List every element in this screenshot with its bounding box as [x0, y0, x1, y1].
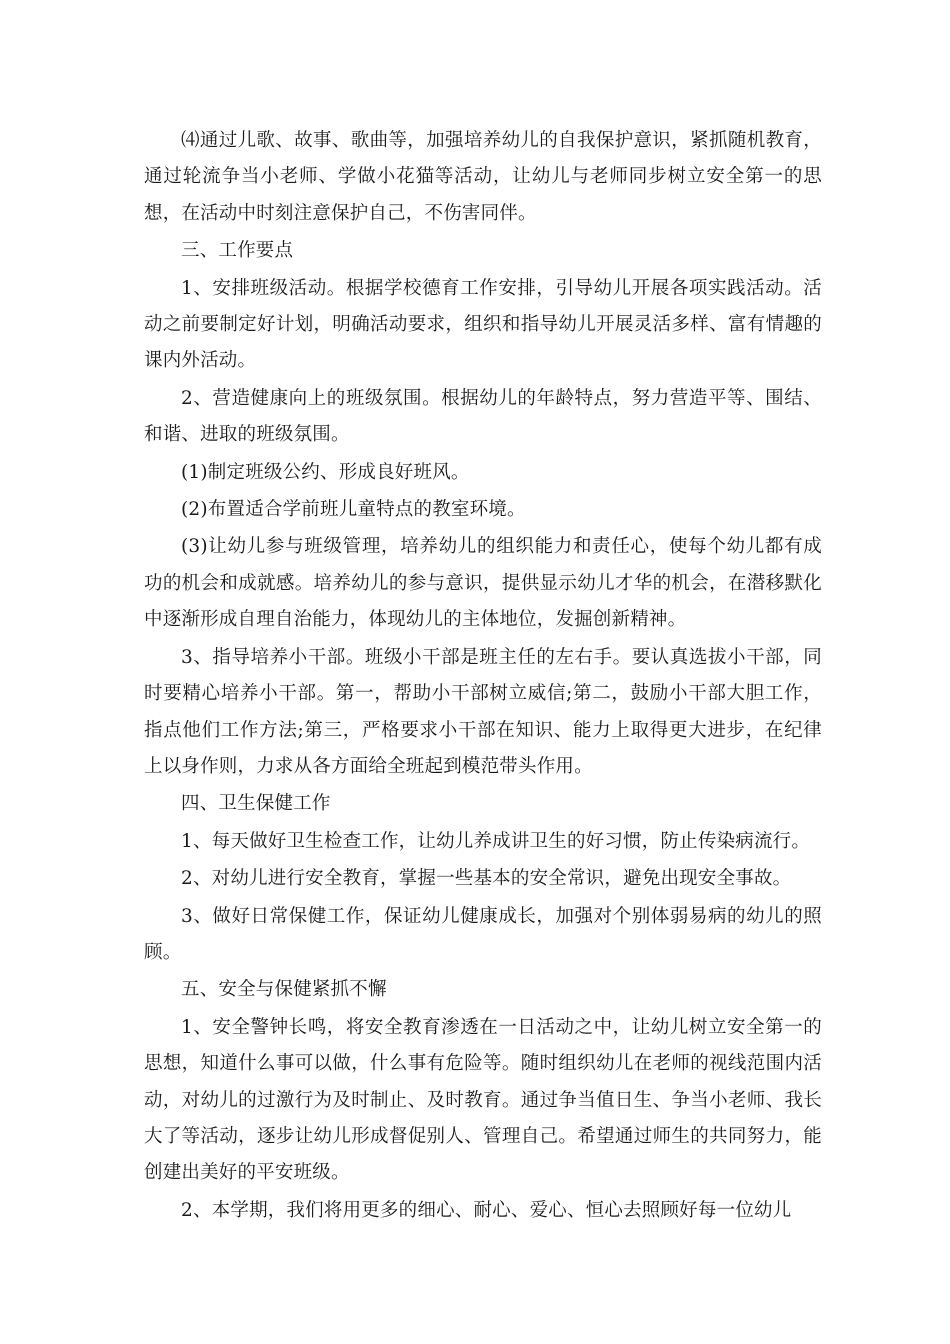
section-heading-health-care: 四、卫生保健工作 — [181, 793, 331, 815]
document-page — [144, 123, 822, 1230]
paragraph-safety-alarm: 1、安全警钟长鸣，将安全教育渗透在一日活动之中，让幼儿树立安全第一的思想，知道什么事可以做，什么事有危险等。随时组织幼儿在老师的视线范围内活动，对幼儿的过激行为及时制止、及时教育。通过争当值日生、争当小老师、我长大了等活动，逐步让幼儿形成督促别人、管理自己。希望通过师生的共同努力，能创建出美好的平安班级。 — [144, 1016, 822, 1184]
paragraph-student-leaders: 3、指导培养小干部。班级小干部是班主任的左右手。要认真选拔小干部，同时要精心培养小干部。第一，帮助小干部树立威信;第二，鼓励小干部大胆工作，指点他们工作方法;第三，严格要求小干部在知识、能力上取得更大进步，在纪律上以身作则，力求从各方面给全班起到模范带头作用。 — [144, 646, 822, 777]
paragraph-hygiene-check: 1、每天做好卫生检查工作，让幼儿养成讲卫生的好习惯，防止传染病流行。 — [181, 830, 811, 852]
paragraph-classroom-environment: (2)布置适合学前班儿童特点的教室环境。 — [181, 499, 526, 521]
paragraph-class-atmosphere: 2、营造健康向上的班级氛围。根据幼儿的年龄特点，努力营造平等、围结、和谐、进取的班级氛围。 — [144, 387, 822, 446]
section-heading-work-points: 三、工作要点 — [181, 240, 294, 262]
paragraph-this-semester: 2、本学期，我们将用更多的细心、耐心、爱心、恒心去照顾好每一位幼儿 — [181, 1199, 792, 1221]
paragraph-class-activities: 1、安排班级活动。根据学校德育工作安排，引导幼儿开展各项实践活动。活动之前要制定好计划，明确活动要求，组织和指导幼儿开展灵活多样、富有情趣的课内外活动。 — [144, 277, 822, 372]
paragraph-safety-awareness: ⑷通过儿歌、故事、歌曲等，加强培养幼儿的自我保护意识，紧抓随机教育，通过轮流争当小老师、学做小花猫等活动，让幼儿与老师同步树立安全第一的思想，在活动中时刻注意保护自己，不伤害同伴。 — [144, 130, 822, 224]
paragraph-class-convention: (1)制定班级公约、形成良好班风。 — [181, 461, 470, 483]
section-heading-safety-health: 五、安全与保健紧抓不懈 — [181, 979, 387, 1001]
paragraph-daily-health: 3、做好日常保健工作，保证幼儿健康成长，加强对个别体弱易病的幼儿的照顾。 — [144, 905, 822, 963]
paragraph-safety-education: 2、对幼儿进行安全教育，掌握一些基本的安全常识，避免出现安全事故。 — [181, 868, 792, 890]
paragraph-class-management: (3)让幼儿参与班级管理，培养幼儿的组织能力和责任心，使每个幼儿都有成功的机会和成就感。培养幼儿的参与意识，提供显示幼儿才华的机会，在潜移默化中逐渐形成自理自治能力，体现幼儿的主体地位，发掘创新精神。 — [144, 536, 822, 631]
